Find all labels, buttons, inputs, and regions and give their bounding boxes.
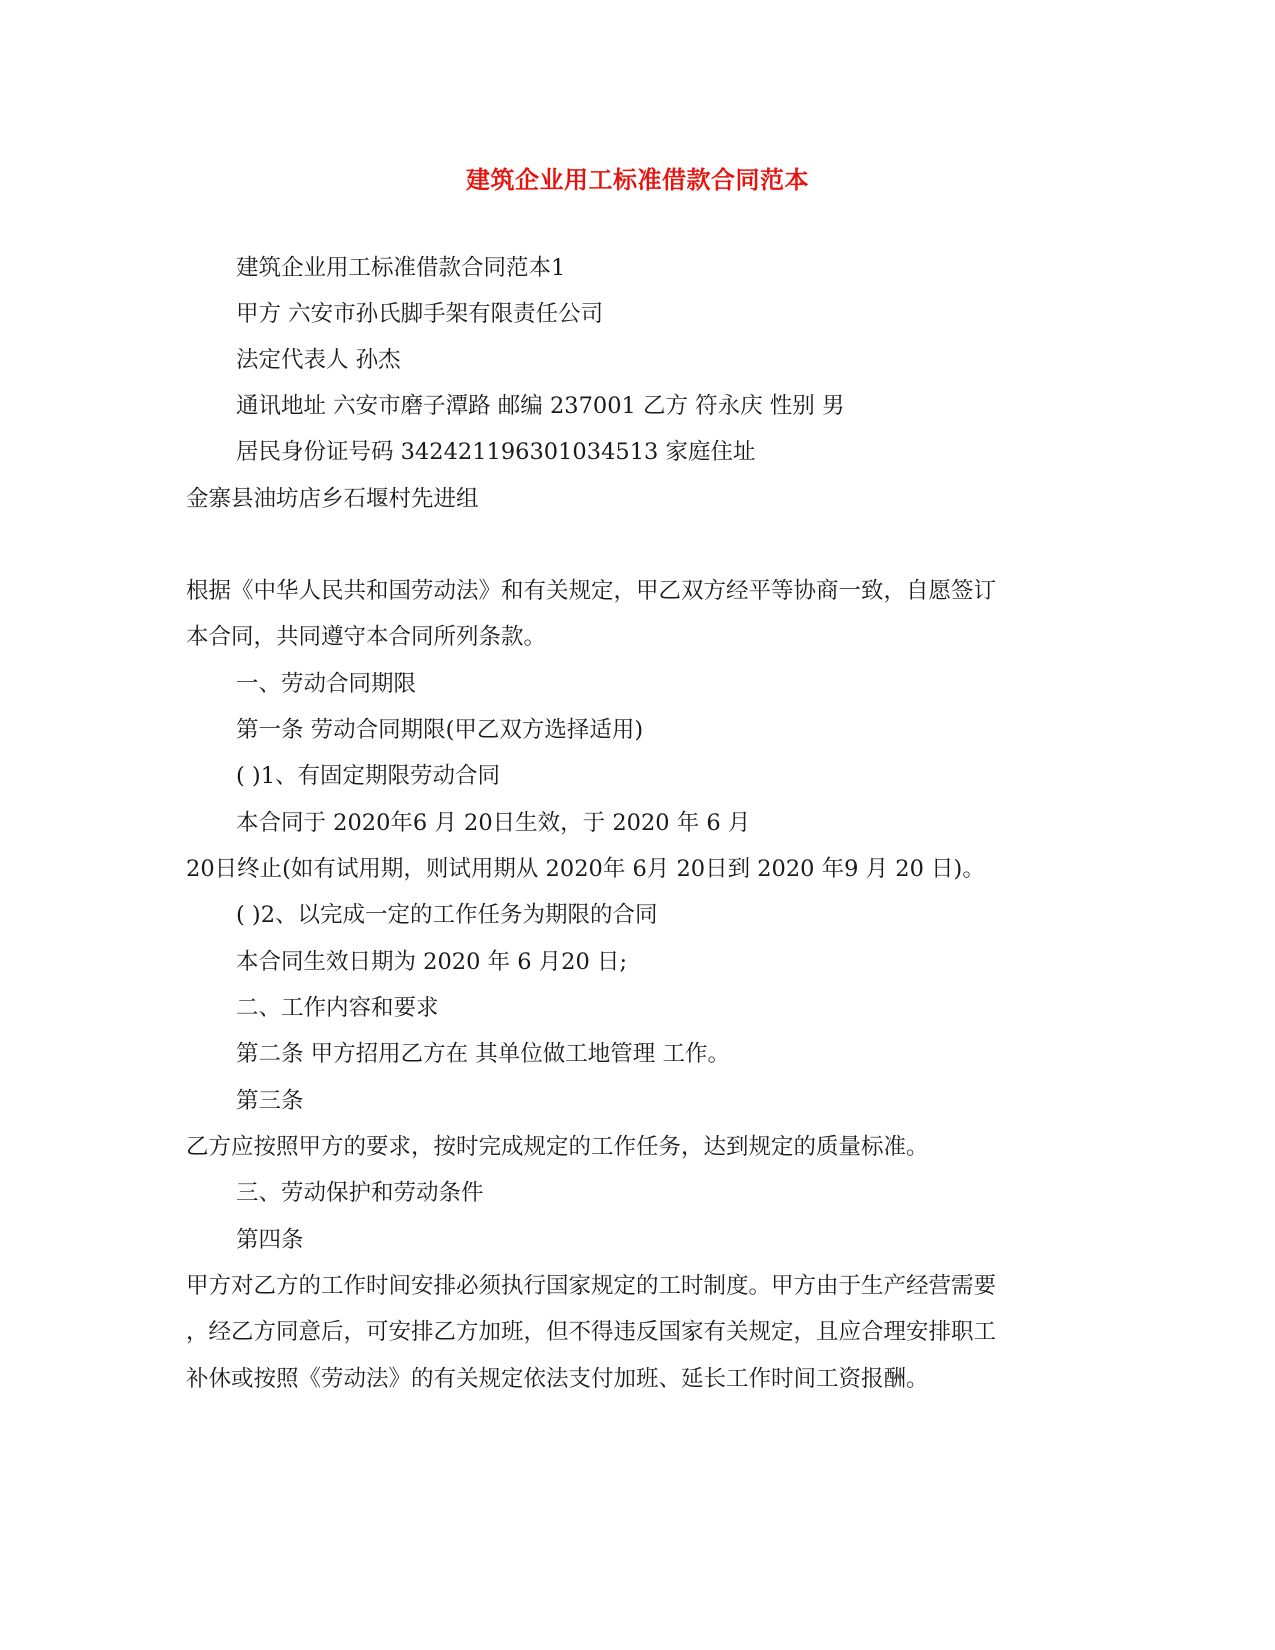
article-4-text-3: 补休或按照《劳动法》的有关规定依法支付加班、延长工作时间工资报酬。 [186, 1366, 929, 1392]
option-2: ( )2、以完成一定的工作任务为期限的合同 [236, 902, 658, 928]
option-1: ( )1、有固定期限劳动合同 [236, 763, 501, 789]
option-2-date: 本合同生效日期为 2020 年 6 月20 日; [236, 949, 628, 975]
home-address: 金寨县油坊店乡石堰村先进组 [186, 486, 479, 512]
option-1-dates: 本合同于 2020年6 月 20日生效，于 2020 年 6 月 [236, 810, 751, 836]
article-3-label: 第三条 [236, 1088, 304, 1114]
article-3-text: 乙方应按照甲方的要求，按时完成规定的工作任务，达到规定的质量标准。 [186, 1134, 929, 1160]
document-title: 建筑企业用工标准借款合同范本 [466, 165, 809, 194]
preamble-line-1: 根据《中华人民共和国劳动法》和有关规定，甲乙双方经平等协商一致，自愿签订 [186, 578, 997, 604]
preamble-line-2: 本合同，共同遵守本合同所列条款。 [186, 624, 547, 650]
id-number: 居民身份证号码 342421196301034513 家庭住址 [236, 439, 756, 465]
article-2: 第二条 甲方招用乙方在 其单位做工地管理 工作。 [236, 1041, 730, 1067]
address-and-party-b: 通讯地址 六安市磨子潭路 邮编 237001 乙方 符永庆 性别 男 [236, 393, 845, 419]
option-1-termination: 20日终止(如有试用期，则试用期从 2020年 6月 20日到 2020 年9 月 20 日)。 [186, 856, 985, 882]
article-4-text-1: 甲方对乙方的工作时间安排必须执行国家规定的工时制度。甲方由于生产经营需要 [186, 1273, 997, 1299]
section-2-heading: 二、工作内容和要求 [236, 995, 439, 1021]
party-a: 甲方 六安市孙氏脚手架有限责任公司 [236, 301, 604, 327]
article-1: 第一条 劳动合同期限(甲乙双方选择适用) [236, 717, 644, 743]
section-3-heading: 三、劳动保护和劳动条件 [236, 1180, 484, 1206]
article-4-label: 第四条 [236, 1227, 304, 1253]
article-4-text-2: ，经乙方同意后，可安排乙方加班，但不得违反国家有关规定，且应合理安排职工 [186, 1319, 997, 1345]
contract-heading: 建筑企业用工标准借款合同范本1 [236, 255, 566, 281]
legal-representative: 法定代表人 孙杰 [236, 347, 401, 373]
section-1-heading: 一、劳动合同期限 [236, 671, 417, 697]
